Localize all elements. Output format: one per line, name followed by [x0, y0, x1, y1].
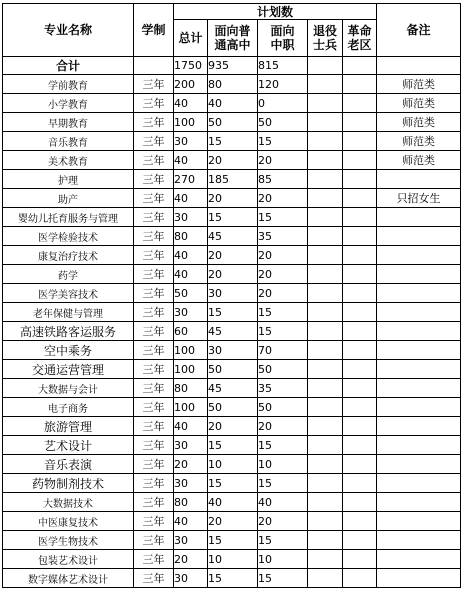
veteran-cell: [308, 569, 343, 588]
duration-cell: 三年: [134, 189, 174, 208]
veteran-cell: [308, 531, 343, 550]
note-cell: [377, 493, 461, 512]
total-cell: 30: [174, 531, 208, 550]
duration-cell: 三年: [134, 493, 174, 512]
duration-cell: 三年: [134, 436, 174, 455]
total-cell: 100: [174, 113, 208, 132]
duration-cell: 三年: [134, 322, 174, 341]
summary-general: 935: [208, 57, 258, 75]
general-cell: 40: [208, 493, 258, 512]
veteran-cell: [308, 322, 343, 341]
duration-cell: 三年: [134, 417, 174, 436]
veteran-cell: [308, 341, 343, 360]
oldarea-cell: [343, 303, 377, 322]
vocational-cell: 20: [258, 512, 308, 531]
general-cell: 10: [208, 455, 258, 474]
duration-cell: 三年: [134, 246, 174, 265]
vocational-cell: 15: [258, 436, 308, 455]
general-cell: 50: [208, 113, 258, 132]
total-cell: 60: [174, 322, 208, 341]
note-cell: [377, 417, 461, 436]
major-name-cell: 药物制剂技术: [3, 474, 134, 493]
table-row: [3, 94, 461, 113]
major-name-cell: 护理: [3, 170, 134, 189]
oldarea-cell: [343, 379, 377, 398]
table-row: [3, 417, 461, 436]
table-row: [3, 227, 461, 246]
vocational-cell: 15: [258, 303, 308, 322]
major-name-cell: 医学美容技术: [3, 284, 134, 303]
vocational-cell: 15: [258, 132, 308, 151]
oldarea-cell: [343, 208, 377, 227]
vocational-cell: 40: [258, 493, 308, 512]
vocational-cell: 50: [258, 360, 308, 379]
major-column-header: 专业名称: [3, 4, 134, 57]
veteran-header-line2: 士兵: [312, 38, 337, 52]
table-row: [3, 265, 461, 284]
note-cell: [377, 379, 461, 398]
duration-cell: 三年: [134, 284, 174, 303]
note-cell: [377, 208, 461, 227]
table-row: [3, 322, 461, 341]
veteran-cell: [308, 360, 343, 379]
vocational-cell: 20: [258, 265, 308, 284]
table-row: [3, 189, 461, 208]
oldarea-cell: [343, 284, 377, 303]
note-cell: 师范类: [377, 94, 461, 113]
vocational-cell: 85: [258, 170, 308, 189]
duration-cell: 三年: [134, 341, 174, 360]
summary-vocational: 815: [258, 57, 308, 75]
table-row: [3, 455, 461, 474]
oldarea-header-line2: 老区: [347, 38, 372, 52]
total-cell: 40: [174, 151, 208, 170]
note-cell: [377, 569, 461, 588]
major-name-cell: 学前教育: [3, 75, 134, 94]
general-header-line2: 通高中: [214, 38, 251, 52]
vocational-cell: 50: [258, 398, 308, 417]
note-cell: [377, 341, 461, 360]
total-cell: 80: [174, 493, 208, 512]
table-row: [3, 170, 461, 189]
general-cell: 30: [208, 284, 258, 303]
oldarea-cell: [343, 474, 377, 493]
duration-cell: 三年: [134, 569, 174, 588]
oldarea-cell: [343, 75, 377, 94]
veteran-cell: [308, 132, 343, 151]
duration-cell: 三年: [134, 94, 174, 113]
major-name-cell: 大数据与会计: [3, 379, 134, 398]
table-header: [3, 4, 461, 57]
duration-cell: 三年: [134, 265, 174, 284]
veteran-cell: [308, 265, 343, 284]
total-cell: 30: [174, 436, 208, 455]
note-cell: [377, 265, 461, 284]
duration-cell: 三年: [134, 398, 174, 417]
veteran-cell: [308, 379, 343, 398]
table-row: [3, 75, 461, 94]
vocational-cell: 20: [258, 189, 308, 208]
total-cell: 20: [174, 455, 208, 474]
note-cell: 师范类: [377, 113, 461, 132]
note-cell: [377, 322, 461, 341]
note-cell: [377, 284, 461, 303]
oldarea-cell: [343, 227, 377, 246]
table-row: [3, 132, 461, 151]
duration-cell: 三年: [134, 531, 174, 550]
oldarea-cell: [343, 246, 377, 265]
oldarea-cell: [343, 493, 377, 512]
major-name-cell: 包装艺术设计: [3, 550, 134, 569]
veteran-cell: [308, 246, 343, 265]
major-name-cell: 中医康复技术: [3, 512, 134, 531]
major-name-cell: 早期教育: [3, 113, 134, 132]
oldarea-cell: [343, 398, 377, 417]
major-name-cell: 小学教育: [3, 94, 134, 113]
oldarea-cell: [343, 417, 377, 436]
table-row: [3, 360, 461, 379]
major-name-cell: 婴幼儿托育服务与管理: [3, 208, 134, 227]
major-name-cell: 数字媒体艺术设计: [3, 569, 134, 588]
duration-cell: 三年: [134, 455, 174, 474]
general-cell: 15: [208, 132, 258, 151]
general-cell: 15: [208, 303, 258, 322]
total-cell: 40: [174, 265, 208, 284]
duration-cell: 三年: [134, 208, 174, 227]
duration-cell: 三年: [134, 170, 174, 189]
table-row: [3, 284, 461, 303]
general-cell: 20: [208, 189, 258, 208]
vocational-cell: 35: [258, 379, 308, 398]
table-row: [3, 436, 461, 455]
summary-total: 1750: [174, 57, 208, 75]
note-cell: [377, 227, 461, 246]
general-cell: 50: [208, 398, 258, 417]
veteran-cell: [308, 227, 343, 246]
summary-veteran-cell: [308, 57, 343, 75]
enrollment-plan-table: [2, 3, 461, 588]
major-name-cell: 医学检验技术: [3, 227, 134, 246]
major-name-cell: 大数据技术: [3, 493, 134, 512]
total-column-header: 总计: [174, 20, 208, 57]
major-name-cell: 交通运营管理: [3, 360, 134, 379]
note-column-header: 备注: [377, 4, 461, 57]
major-name-cell: 助产: [3, 189, 134, 208]
duration-cell: 三年: [134, 227, 174, 246]
plan-column-header: 计划数: [174, 4, 377, 20]
veteran-cell: [308, 303, 343, 322]
note-cell: [377, 246, 461, 265]
general-cell: 15: [208, 474, 258, 493]
total-cell: 270: [174, 170, 208, 189]
veteran-cell: [308, 398, 343, 417]
veteran-cell: [308, 208, 343, 227]
duration-column-header: 学制: [134, 4, 174, 57]
veteran-cell: [308, 94, 343, 113]
general-cell: 185: [208, 170, 258, 189]
major-name-cell: 老年保健与管理: [3, 303, 134, 322]
total-cell: 100: [174, 360, 208, 379]
general-cell: 10: [208, 550, 258, 569]
total-cell: 30: [174, 303, 208, 322]
major-name-cell: 药学: [3, 265, 134, 284]
general-header-line1: 面向普: [214, 24, 251, 38]
major-name-cell: 空中乘务: [3, 341, 134, 360]
veteran-cell: [308, 189, 343, 208]
veteran-column-header: [308, 20, 343, 57]
total-cell: 100: [174, 398, 208, 417]
duration-cell: 三年: [134, 550, 174, 569]
table-row: [3, 151, 461, 170]
duration-cell: 三年: [134, 474, 174, 493]
major-name-cell: 医学生物技术: [3, 531, 134, 550]
note-cell: [377, 398, 461, 417]
duration-cell: 三年: [134, 379, 174, 398]
summary-label: 合计: [3, 57, 134, 75]
table-row: [3, 493, 461, 512]
vocational-cell: 15: [258, 474, 308, 493]
major-name-cell: 高速铁路客运服务: [3, 322, 134, 341]
note-cell: [377, 455, 461, 474]
oldarea-cell: [343, 436, 377, 455]
vocational-cell: 15: [258, 208, 308, 227]
table-row: [3, 512, 461, 531]
vocational-header-line1: 面向: [270, 24, 295, 38]
note-cell: 师范类: [377, 132, 461, 151]
major-name-cell: 旅游管理: [3, 417, 134, 436]
total-cell: 30: [174, 569, 208, 588]
total-cell: 40: [174, 189, 208, 208]
general-cell: 20: [208, 512, 258, 531]
total-cell: 30: [174, 208, 208, 227]
major-name-cell: 电子商务: [3, 398, 134, 417]
oldarea-cell: [343, 341, 377, 360]
vocational-cell: 20: [258, 246, 308, 265]
general-cell: 20: [208, 151, 258, 170]
total-cell: 40: [174, 512, 208, 531]
total-cell: 80: [174, 227, 208, 246]
vocational-cell: 15: [258, 531, 308, 550]
vocational-cell: 15: [258, 569, 308, 588]
table-row: [3, 531, 461, 550]
oldarea-header-line1: 革命: [347, 24, 372, 38]
veteran-cell: [308, 170, 343, 189]
veteran-cell: [308, 75, 343, 94]
oldarea-cell: [343, 113, 377, 132]
veteran-cell: [308, 474, 343, 493]
note-cell: 师范类: [377, 151, 461, 170]
general-cell: 20: [208, 265, 258, 284]
veteran-cell: [308, 284, 343, 303]
veteran-cell: [308, 512, 343, 531]
note-cell: [377, 474, 461, 493]
table-row: [3, 474, 461, 493]
general-cell: 30: [208, 341, 258, 360]
note-cell: 只招女生: [377, 189, 461, 208]
veteran-cell: [308, 113, 343, 132]
oldarea-cell: [343, 189, 377, 208]
general-cell: 15: [208, 569, 258, 588]
total-cell: 30: [174, 474, 208, 493]
vocational-cell: 20: [258, 284, 308, 303]
oldarea-cell: [343, 265, 377, 284]
table-row: [3, 398, 461, 417]
vocational-cell: 50: [258, 113, 308, 132]
vocational-column-header: [258, 20, 308, 57]
table-row: [3, 379, 461, 398]
oldarea-cell: [343, 569, 377, 588]
general-cell: 15: [208, 436, 258, 455]
oldarea-cell: [343, 531, 377, 550]
veteran-header-line1: 退役: [312, 24, 337, 38]
duration-cell: 三年: [134, 151, 174, 170]
total-cell: 40: [174, 417, 208, 436]
total-cell: 80: [174, 379, 208, 398]
vocational-cell: 20: [258, 151, 308, 170]
table-row: [3, 208, 461, 227]
general-cell: 15: [208, 208, 258, 227]
duration-cell: 三年: [134, 360, 174, 379]
general-cell: 80: [208, 75, 258, 94]
table-row: [3, 569, 461, 588]
total-cell: 50: [174, 284, 208, 303]
general-cell: 40: [208, 94, 258, 113]
vocational-cell: 120: [258, 75, 308, 94]
duration-cell: 三年: [134, 132, 174, 151]
vocational-cell: 35: [258, 227, 308, 246]
veteran-cell: [308, 493, 343, 512]
total-cell: 100: [174, 341, 208, 360]
oldarea-column-header: [343, 20, 377, 57]
vocational-cell: 20: [258, 417, 308, 436]
veteran-cell: [308, 436, 343, 455]
vocational-cell: 10: [258, 455, 308, 474]
note-cell: [377, 170, 461, 189]
oldarea-cell: [343, 132, 377, 151]
general-cell: 45: [208, 227, 258, 246]
oldarea-cell: [343, 170, 377, 189]
major-name-cell: 音乐教育: [3, 132, 134, 151]
table-row: [3, 246, 461, 265]
major-name-cell: 美术教育: [3, 151, 134, 170]
major-name-cell: 艺术设计: [3, 436, 134, 455]
oldarea-cell: [343, 512, 377, 531]
summary-note-cell: [377, 57, 461, 75]
vocational-header-line2: 中职: [270, 38, 295, 52]
veteran-cell: [308, 417, 343, 436]
oldarea-cell: [343, 455, 377, 474]
table-row: [3, 341, 461, 360]
general-cell: 20: [208, 417, 258, 436]
general-column-header: [208, 20, 258, 57]
vocational-cell: 70: [258, 341, 308, 360]
note-cell: [377, 436, 461, 455]
major-name-cell: 康复治疗技术: [3, 246, 134, 265]
duration-cell: 三年: [134, 75, 174, 94]
veteran-cell: [308, 151, 343, 170]
general-cell: 45: [208, 379, 258, 398]
summary-duration-cell: [134, 57, 174, 75]
note-cell: [377, 550, 461, 569]
general-cell: 50: [208, 360, 258, 379]
total-cell: 30: [174, 132, 208, 151]
vocational-cell: 0: [258, 94, 308, 113]
total-cell: 20: [174, 550, 208, 569]
duration-cell: 三年: [134, 303, 174, 322]
note-cell: 师范类: [377, 75, 461, 94]
note-cell: [377, 303, 461, 322]
total-cell: 200: [174, 75, 208, 94]
oldarea-cell: [343, 360, 377, 379]
oldarea-cell: [343, 94, 377, 113]
oldarea-cell: [343, 322, 377, 341]
duration-cell: 三年: [134, 512, 174, 531]
general-cell: 15: [208, 531, 258, 550]
oldarea-cell: [343, 550, 377, 569]
table-row: [3, 113, 461, 132]
table-body: [3, 57, 461, 588]
note-cell: [377, 512, 461, 531]
general-cell: 20: [208, 246, 258, 265]
vocational-cell: 15: [258, 322, 308, 341]
note-cell: [377, 360, 461, 379]
veteran-cell: [308, 455, 343, 474]
note-cell: [377, 531, 461, 550]
veteran-cell: [308, 550, 343, 569]
summary-oldarea-cell: [343, 57, 377, 75]
general-cell: 45: [208, 322, 258, 341]
major-name-cell: 音乐表演: [3, 455, 134, 474]
summary-row: [3, 57, 461, 75]
table-row: [3, 303, 461, 322]
table-row: [3, 550, 461, 569]
vocational-cell: 10: [258, 550, 308, 569]
oldarea-cell: [343, 151, 377, 170]
duration-cell: 三年: [134, 113, 174, 132]
total-cell: 40: [174, 94, 208, 113]
total-cell: 40: [174, 246, 208, 265]
